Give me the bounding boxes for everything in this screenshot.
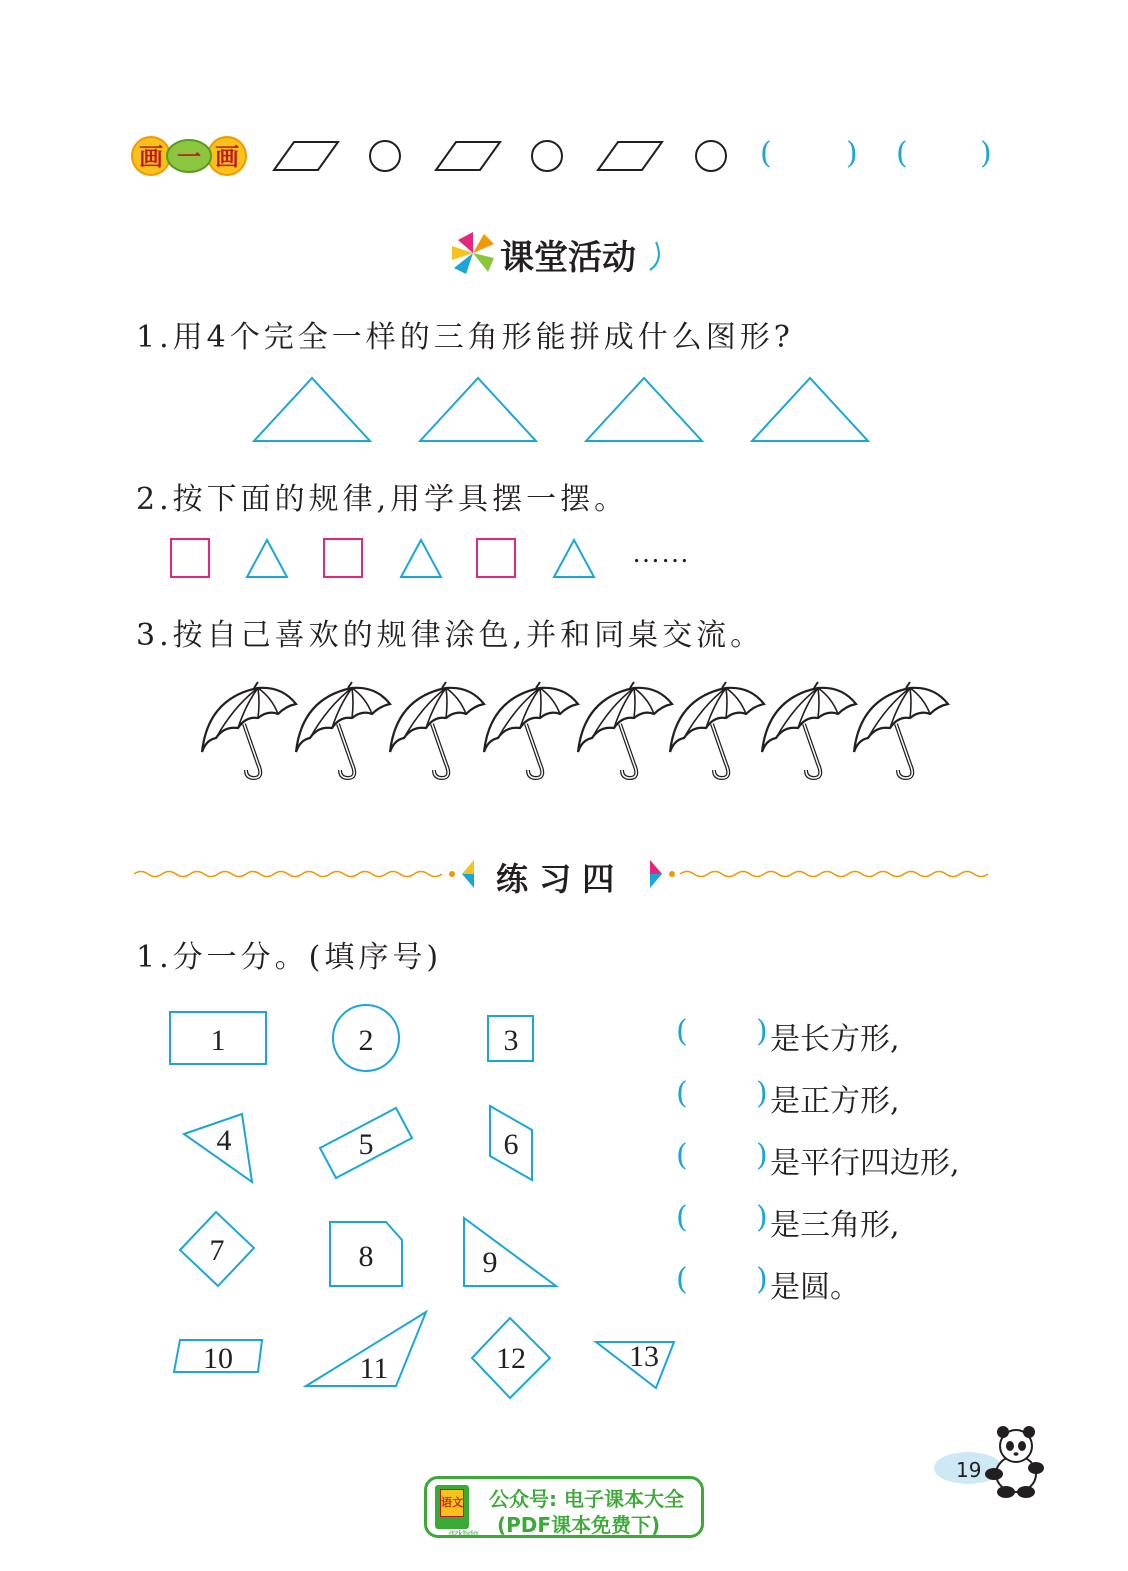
page-number: 19 <box>956 1458 982 1482</box>
book-icon <box>435 1485 479 1538</box>
shapes-grid <box>160 1000 700 1400</box>
draw-blank-1-close: ) <box>846 136 858 171</box>
draw-blank-2-open: ( <box>896 136 908 171</box>
book-icon-small-text: dzkbdq <box>449 1529 479 1538</box>
pattern-triangle-2 <box>401 540 441 577</box>
triangle-2 <box>420 378 536 441</box>
shape-9-number: 9 <box>482 1246 498 1279</box>
answer-square-open: ( <box>676 1076 688 1111</box>
sequence-circle-3 <box>696 141 726 171</box>
sequence-parallelogram-1 <box>274 142 338 170</box>
activity-title: 课堂活动 <box>500 238 636 278</box>
badge-char-1: 画 <box>139 143 163 171</box>
heading-swoosh-icon <box>630 232 670 276</box>
exercise-question-1: 1.分一分。(填序号) <box>136 940 443 975</box>
triangle-1 <box>254 378 370 441</box>
exercise-title: 练 习 四 <box>496 860 615 898</box>
umbrella-2 <box>296 682 390 778</box>
pattern-triangle-3 <box>554 540 594 577</box>
pattern-triangle-1 <box>247 540 287 577</box>
pattern-square-1 <box>171 539 209 577</box>
shape-5-number: 5 <box>358 1128 374 1161</box>
answer-parallelogram-close: ) <box>756 1138 768 1173</box>
answer-row-rectangle <box>676 1014 1016 1076</box>
badge-char-2: 一 <box>177 143 201 171</box>
shape-1-number: 1 <box>210 1024 226 1057</box>
pattern-square-3 <box>477 539 515 577</box>
answer-triangle-open: ( <box>676 1200 688 1235</box>
draw-blank-2-close: ) <box>980 136 992 171</box>
answer-circle-open: ( <box>676 1262 688 1297</box>
answer-row-parallelogram <box>676 1138 1016 1200</box>
answer-list <box>676 1014 1016 1324</box>
sequence-parallelogram-3 <box>598 142 662 170</box>
umbrella-1 <box>202 682 296 778</box>
answer-circle-label: 是圆。 <box>770 1270 860 1305</box>
answer-square-label: 是正方形, <box>770 1084 900 1119</box>
umbrella-7 <box>762 682 856 778</box>
shape-3-number: 3 <box>503 1024 519 1057</box>
pattern-square-2 <box>324 539 362 577</box>
shape-12-number: 12 <box>496 1342 526 1375</box>
triangles-row <box>250 375 880 445</box>
activity-question-3: 3.按自己喜欢的规律涂色,并和同桌交流。 <box>136 618 765 653</box>
shape-11-number: 11 <box>359 1352 389 1385</box>
shape-9-triangle <box>464 1218 556 1286</box>
shape-10-number: 10 <box>203 1342 233 1375</box>
pattern-ellipsis: …… <box>632 538 690 569</box>
page-corner-decoration <box>930 1422 1050 1502</box>
pinwheel-icon <box>450 232 496 274</box>
answer-triangle-close: ) <box>756 1200 768 1235</box>
answer-parallelogram-label: 是平行四边形, <box>770 1146 960 1181</box>
banner-line-2: (PDF课本免费下) <box>497 1513 661 1537</box>
umbrella-5 <box>578 682 672 778</box>
banner-line-1: 公众号: 电子课本大全 <box>489 1487 684 1511</box>
divider-dot-right <box>669 871 675 877</box>
activity-question-2: 2.按下面的规律,用学具摆一摆。 <box>136 482 629 517</box>
divider-dot-left <box>449 871 455 877</box>
shape-6-number: 6 <box>503 1128 519 1161</box>
shape-13-number: 13 <box>629 1340 659 1373</box>
answer-triangle-label: 是三角形, <box>770 1208 900 1243</box>
answer-row-circle <box>676 1262 1016 1324</box>
activity-question-1: 1.用4个完全一样的三角形能拼成什么图形? <box>136 320 794 355</box>
shape-7-number: 7 <box>209 1234 225 1267</box>
umbrella-3 <box>390 682 484 778</box>
sequence-circle-1 <box>370 141 400 171</box>
triangle-4 <box>752 378 868 441</box>
divider-wave-left <box>134 872 442 877</box>
umbrella-8 <box>854 682 948 778</box>
answer-square-close: ) <box>756 1076 768 1111</box>
draw-badge <box>130 135 248 177</box>
shape-8-number: 8 <box>358 1240 374 1273</box>
triangle-3 <box>586 378 702 441</box>
divider-wave-right <box>680 872 988 877</box>
footer-banner[interactable] <box>424 1476 704 1538</box>
draw-badge-graphic <box>130 135 248 177</box>
book-icon-label: 语文 <box>441 1496 463 1509</box>
answer-row-triangle <box>676 1200 1016 1262</box>
activity-heading <box>450 228 690 278</box>
shape-2-number: 2 <box>358 1024 374 1057</box>
umbrella-6 <box>670 682 764 778</box>
answer-rectangle-open: ( <box>676 1014 688 1049</box>
draw-blank-1-open: ( <box>760 136 772 171</box>
answer-circle-close: ) <box>756 1262 768 1297</box>
sequence-circle-2 <box>532 141 562 171</box>
answer-row-square <box>676 1076 1016 1138</box>
umbrellas-row <box>194 680 954 790</box>
pattern-row <box>165 536 625 580</box>
sequence-parallelogram-2 <box>436 142 500 170</box>
shape-4-number: 4 <box>216 1124 232 1157</box>
answer-rectangle-label: 是长方形, <box>770 1022 900 1057</box>
badge-char-3: 画 <box>215 143 239 171</box>
answer-parallelogram-open: ( <box>676 1138 688 1173</box>
umbrella-4 <box>484 682 578 778</box>
answer-rectangle-close: ) <box>756 1014 768 1049</box>
